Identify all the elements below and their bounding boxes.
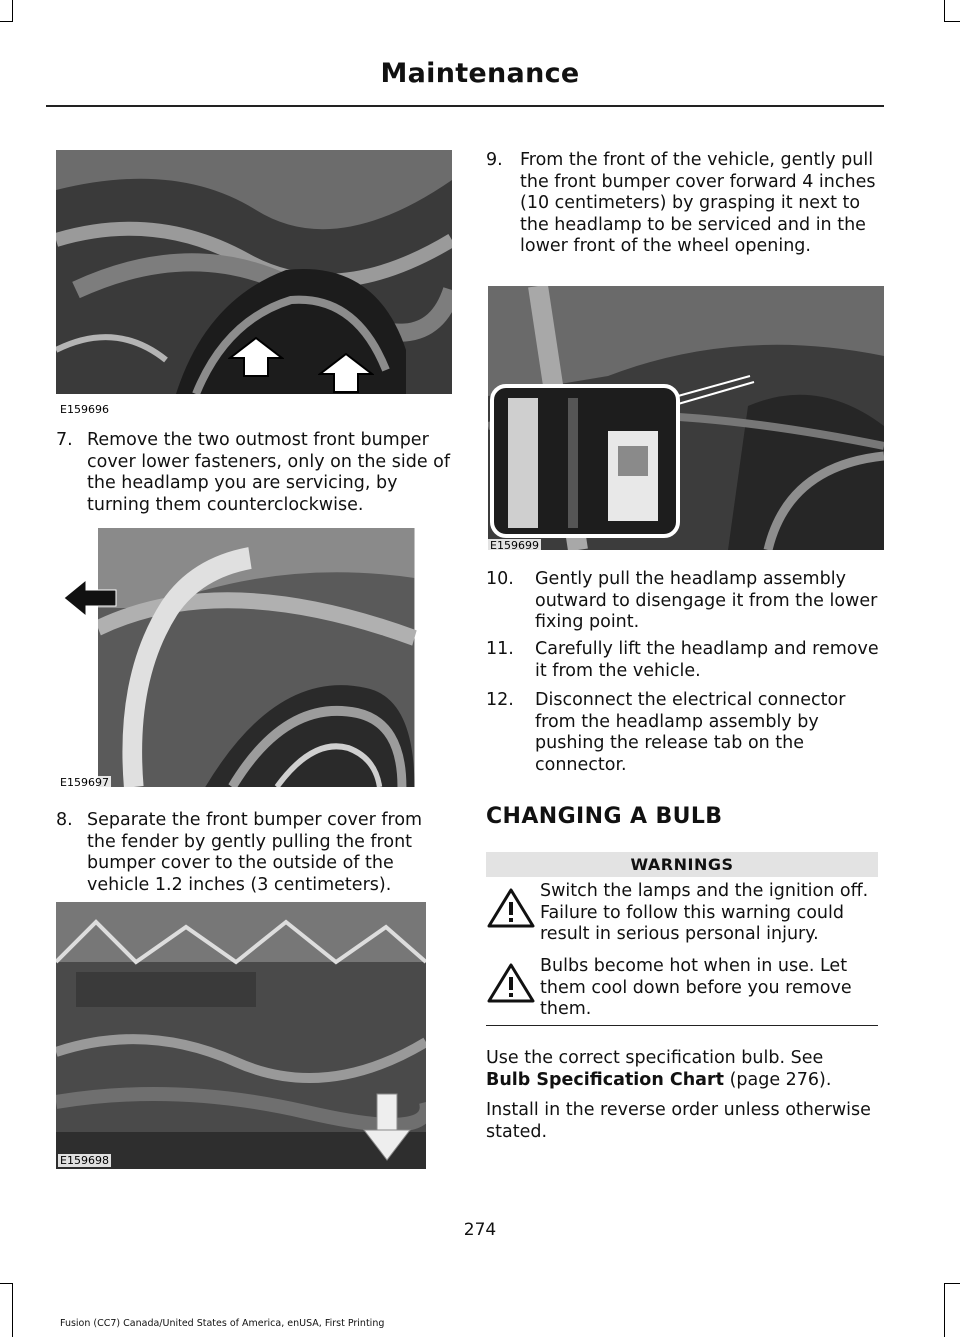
crop-mark bbox=[12, 0, 13, 22]
up-arrow-icon bbox=[228, 336, 284, 378]
crop-mark bbox=[0, 21, 13, 22]
crop-mark bbox=[0, 1283, 13, 1284]
step-number: 7. bbox=[56, 430, 73, 450]
bulb-spec-paragraph bbox=[486, 1048, 881, 1091]
step-9 bbox=[486, 150, 882, 258]
step-text: Remove the two outmost front bumper cover lower fasteners, only on the side of the headlamp you are servicing, by turning them counterclockwise. bbox=[87, 430, 451, 515]
warnings-heading: WARNINGS bbox=[486, 852, 878, 877]
warning-text: Switch the lamps and the ignition off. Failure to follow this warning could result in serious personal injury. bbox=[540, 881, 869, 944]
figure-code: E159699 bbox=[490, 539, 539, 552]
down-arrow-icon bbox=[362, 1092, 412, 1162]
figure-bumper-fasteners bbox=[56, 150, 452, 394]
reverse-order-paragraph: Install in the reverse order unless otherwise stated. bbox=[486, 1100, 871, 1142]
page-ref: (page 276). bbox=[724, 1069, 832, 1090]
warning-item bbox=[486, 881, 878, 951]
left-arrow-icon bbox=[62, 578, 118, 618]
figure-code: E159698 bbox=[60, 1154, 109, 1167]
crop-mark bbox=[944, 1283, 960, 1284]
footer-text: Fusion (CC7) Canada/United States of America, enUSA, First Printing bbox=[60, 1318, 385, 1329]
step-11 bbox=[486, 639, 882, 682]
step-7 bbox=[56, 430, 452, 516]
bulb-spec-chart-link[interactable]: Bulb Specification Chart bbox=[486, 1069, 724, 1090]
step-number: 11. bbox=[486, 639, 514, 659]
step-text: From the front of the vehicle, gently pull the front bumper cover forward 4 inches (10 centimeters) by grasping it next to the headlamp to be serviced and in the lower front of the wheel opening. bbox=[520, 150, 876, 256]
step-10 bbox=[486, 569, 882, 634]
step-number: 10. bbox=[486, 569, 514, 589]
step-text: Carefully lift the headlamp and remove it from the vehicle. bbox=[535, 639, 879, 681]
page-title: Maintenance bbox=[380, 58, 580, 89]
header-divider bbox=[46, 105, 884, 107]
figure-code: E159696 bbox=[60, 403, 109, 416]
crop-mark bbox=[12, 1283, 13, 1337]
up-arrow-icon bbox=[318, 352, 374, 394]
crop-mark bbox=[944, 0, 945, 22]
step-number: 8. bbox=[56, 810, 73, 830]
warning-triangle-icon bbox=[486, 887, 536, 929]
figure-code: E159697 bbox=[60, 776, 109, 789]
figure-fender-separation bbox=[56, 528, 452, 787]
warnings-divider bbox=[486, 1025, 878, 1026]
step-text: Disconnect the electrical connector from the headlamp assembly by pushing the release tab on the connector. bbox=[535, 690, 846, 775]
page-number: 274 bbox=[463, 1220, 497, 1240]
step-text: Separate the front bumper cover from the fender by gently pulling the front bumper cover to the outside of the vehicle 1.2 inches (3 centimeters). bbox=[87, 810, 423, 895]
step-12 bbox=[486, 690, 882, 776]
spec-text: Use the correct specification bulb. See bbox=[486, 1048, 824, 1068]
step-text: Gently pull the headlamp assembly outward to disengage it from the lower fixing point. bbox=[535, 569, 878, 632]
figure-bumper-pull-down bbox=[56, 902, 426, 1169]
warning-item bbox=[486, 956, 878, 1026]
warning-text: Bulbs become hot when in use. Let them cool down before you remove them. bbox=[540, 956, 852, 1019]
step-number: 12. bbox=[486, 690, 514, 710]
warning-triangle-icon bbox=[486, 962, 536, 1004]
crop-mark bbox=[944, 1283, 945, 1337]
figure-bumper-pull-forward bbox=[488, 286, 884, 550]
crop-mark bbox=[944, 21, 960, 22]
step-number: 9. bbox=[486, 150, 503, 170]
section-heading: CHANGING A BULB bbox=[486, 804, 723, 829]
step-8 bbox=[56, 810, 452, 896]
